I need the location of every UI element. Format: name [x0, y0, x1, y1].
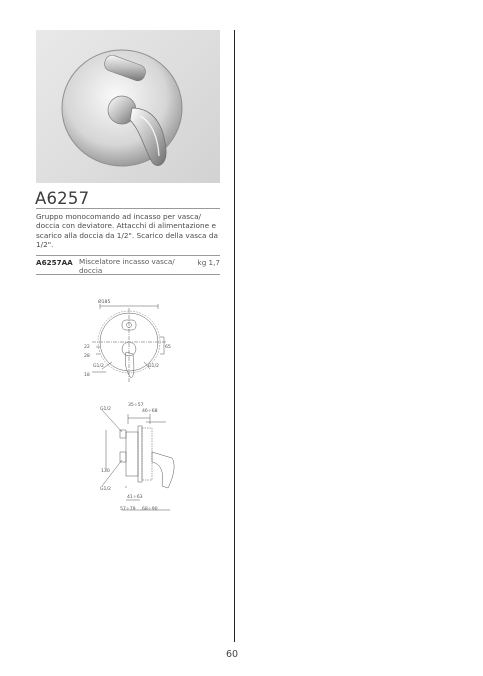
dim-41-63: 41÷63 — [127, 495, 143, 500]
thread-right: G1/2 — [148, 364, 159, 369]
dim-35-57: 35÷57 — [128, 403, 144, 408]
table-rule-top — [36, 255, 220, 256]
title-divider — [36, 208, 220, 209]
item-code: A6257AA — [36, 258, 73, 267]
item-description: Miscelatore incasso vasca/ doccia — [79, 257, 175, 275]
product-code-title: A6257 — [35, 189, 90, 208]
technical-drawing — [76, 292, 186, 517]
dim-22: 22 — [84, 345, 90, 350]
thread-top: G1/2 — [100, 407, 111, 412]
thread-bottom: G1/2 — [100, 487, 111, 492]
column-divider — [234, 30, 235, 642]
dim-65: 65 — [165, 345, 171, 350]
dim-130: 130 — [101, 469, 110, 474]
page-number: 60 — [226, 649, 239, 660]
product-description: Gruppo monocomando ad incasso per vasca/ doccia con deviatore. Attacchi di alimentazione e scarico alla doccia da 1/2". Scarico della vasca da 1/2". — [36, 212, 218, 249]
front-view — [92, 304, 166, 382]
dim-46-68: 46÷68 — [142, 409, 158, 414]
product-photo — [36, 30, 220, 183]
dim-diameter: Ø185 — [98, 300, 111, 305]
dim-18: 18 — [84, 373, 90, 378]
dim-28: 28 — [84, 354, 90, 359]
dim-57-79: 57÷79 — [120, 507, 136, 512]
dim-68-90: 68÷90 — [142, 507, 158, 512]
thread-left: G1/2 — [93, 364, 104, 369]
item-weight: kg 1,7 — [197, 258, 220, 267]
table-rule-bottom — [36, 274, 220, 275]
